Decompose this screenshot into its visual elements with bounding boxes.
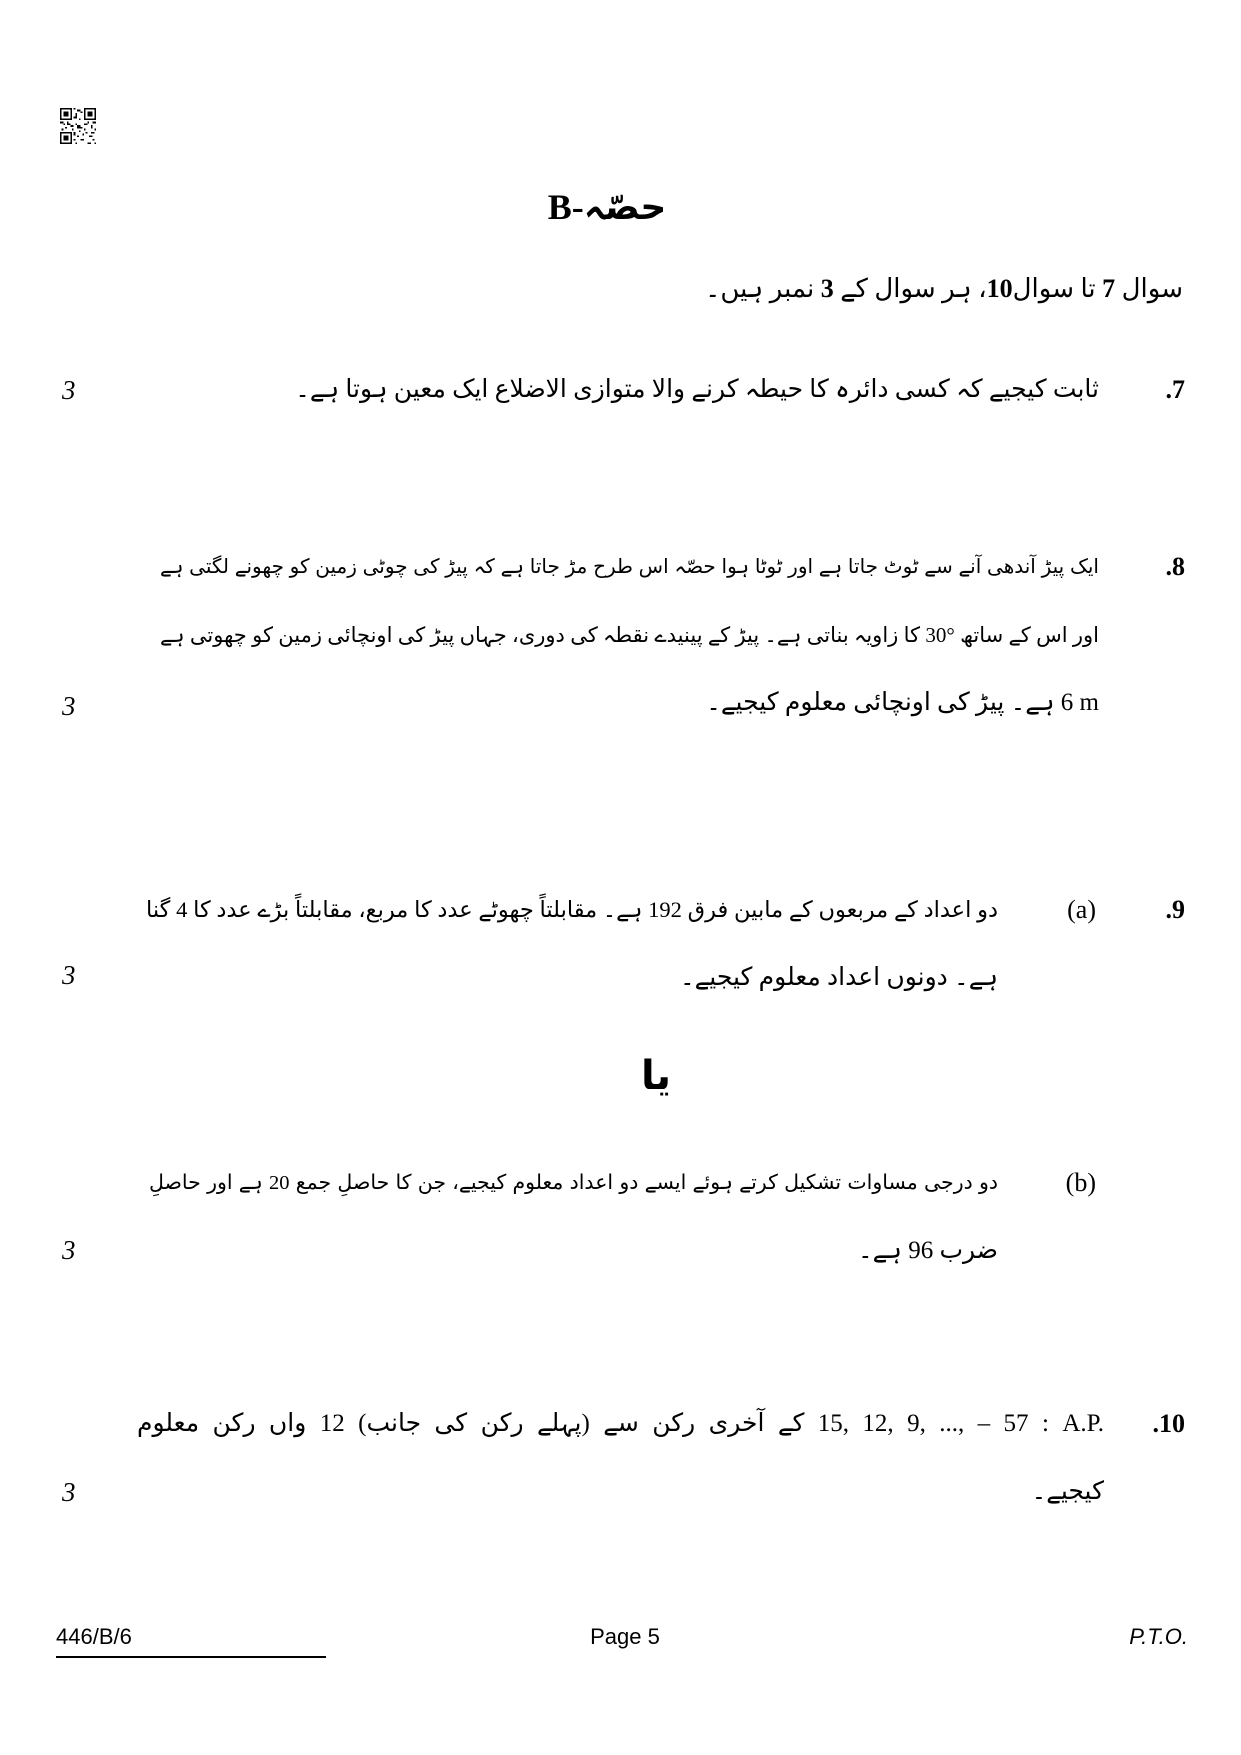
instruction-text: تا سوال [1012, 274, 1096, 303]
text-segment: ہے۔ پیڑ کی اونچائی معلوم کیجیے۔ [706, 689, 1055, 716]
question-text-line [160, 601, 1099, 669]
question-9b-text [149, 1149, 998, 1285]
footer-page-number: Page 5 [590, 1624, 660, 1649]
part-label-a: (a) [1067, 895, 1096, 924]
question-text-line [137, 1390, 1104, 1458]
footer-pto: P.T.O. [1129, 1624, 1188, 1649]
instruction-number: 10 [986, 274, 1013, 303]
text-segment: اور اس کے ساتھ [960, 623, 1100, 647]
question-8-text [160, 533, 1099, 737]
question-number: 8. [1165, 552, 1185, 581]
section-title: حصّہ-B [547, 187, 667, 227]
text-segment: کا زاویہ بناتی ہے۔ پیڑ کے پینیدے نقطہ کی دوری، جہاں پیڑ کی اونچائی زمین کو چھوتی ہے [160, 623, 921, 647]
question-text-line: دو اعداد کے مربعوں کے مابین فرق 192 ہے۔ مقابلتاً چھوٹے عدد کا مربع، مقابلتاً بڑے عدد کا 4 گنا [146, 897, 998, 922]
question-text-line: ایک پیڑ آندھی آنے سے ٹوٹ جاتا ہے اور ٹوٹا ہوا حصّہ اس طرح مڑ جاتا ہے کہ پیڑ کی چوٹی زمین کو چھونے لگتی ہے [160, 556, 1099, 578]
instructions [560, 255, 1183, 323]
or-divider: یا [640, 1053, 672, 1099]
question-7-text [160, 356, 1099, 424]
question-number: 9. [1165, 895, 1185, 924]
marks: 3 [62, 1235, 76, 1265]
question-text-line: ہے۔ دونوں اعداد معلوم کیجیے۔ [680, 964, 998, 991]
instruction-number: 3 [820, 274, 834, 303]
angle-value: 30° [925, 623, 955, 647]
instruction-text: سوال [1121, 274, 1183, 303]
instruction-text: ، ہر سوال کے [840, 274, 987, 303]
question-10-text [137, 1390, 1104, 1526]
instruction-text: نمبر ہیں۔ [705, 274, 815, 303]
colon: : [1041, 1410, 1049, 1437]
text-segment: کے آخری رکن سے (پہلے رکن کی جانب) 12 واں رکن معلوم [137, 1410, 805, 1437]
footer-code: 446/B/6 [56, 1624, 132, 1649]
marks: 3 [62, 1477, 76, 1507]
ap-label: A.P. [1062, 1410, 1105, 1437]
qr-code [60, 108, 96, 144]
question-text-line: ضرب 96 ہے۔ [857, 1237, 998, 1264]
question-text-line: کیجیے۔ [1031, 1478, 1104, 1505]
question-text-line: دو درجی مساوات تشکیل کرتے ہوئے ایسے دو اعداد معلوم کیجیے، جن کا حاصلِ جمع 20 ہے اور حاصلِ [149, 1172, 998, 1194]
question-text-line [160, 669, 1099, 737]
question-text-line: ثابت کیجیے کہ کسی دائرہ کا حیطہ کرنے والا متوازی الاضلاع ایک معین ہوتا ہے۔ [295, 376, 1099, 403]
marks: 3 [62, 375, 76, 405]
marks: 3 [62, 960, 76, 990]
instruction-number: 7 [1102, 274, 1116, 303]
footer-underline [56, 1656, 326, 1658]
question-number: 7. [1165, 375, 1185, 404]
part-label-b: (b) [1065, 1168, 1096, 1197]
marks: 3 [62, 691, 76, 721]
qr-code-graphic [60, 108, 96, 144]
question-9a-text [146, 876, 998, 1012]
question-number: 10. [1152, 1409, 1185, 1438]
distance-value: 6 m [1060, 689, 1099, 716]
ap-sequence: 15, 12, 9, ..., – 57 [817, 1410, 1029, 1437]
